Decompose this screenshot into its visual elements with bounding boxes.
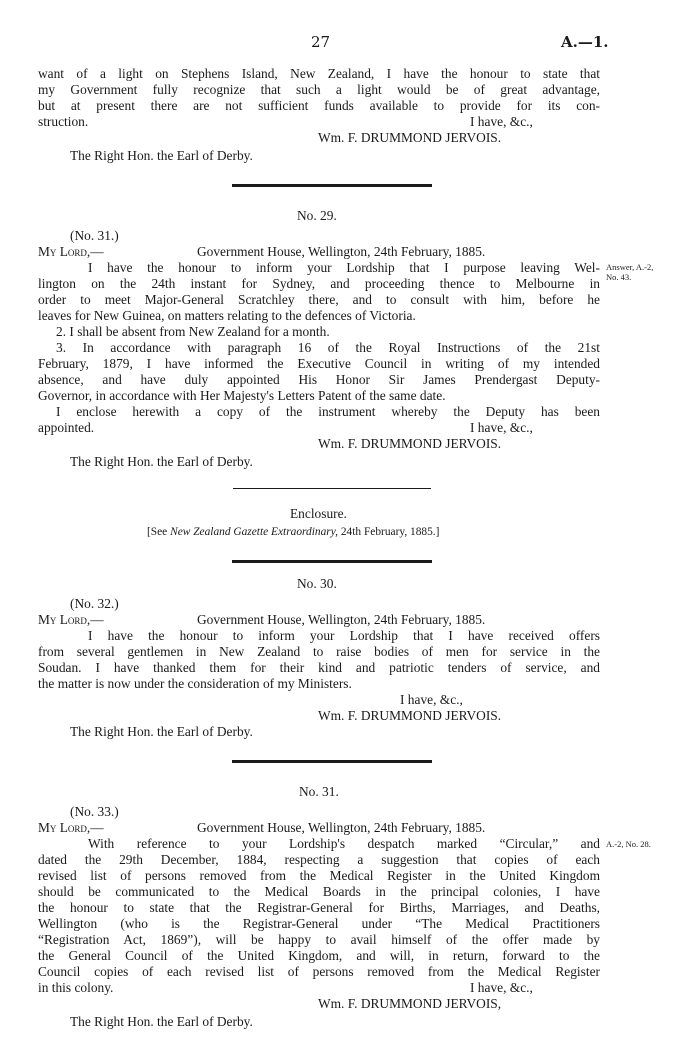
place-date: Government House, Wellington, 24th February, 1885. (197, 612, 486, 627)
addressee: The Right Hon. the Earl of Derby. (70, 1014, 253, 1029)
margin-note: No. 43. (606, 272, 632, 282)
body-line: dated the 29th December, 1884, respecting a suggestion that copies of each (38, 852, 600, 867)
addressee: The Right Hon. the Earl of Derby. (70, 454, 253, 469)
intro-line: my Government fully recognize that such a light would be of great advantage, (38, 82, 600, 97)
salutation: My Lord,— (38, 244, 104, 259)
enclosure-heading: Enclosure. (290, 506, 347, 521)
salutation: My Lord,— (38, 612, 104, 627)
letter-heading: No. 31. (299, 784, 339, 799)
signature: Wm. F. DRUMMOND JERVOIS. (318, 708, 502, 723)
body-line: Governor, in accordance with Her Majesty's Letters Patent of the same date. (38, 388, 446, 403)
body-line: Soudan. I have thanked them for their kind and patriotic tenders of service, and (38, 660, 600, 675)
closing: I have, &c., (470, 114, 533, 129)
document-reference: A.—1. (561, 33, 609, 51)
intro-line: struction. (38, 114, 89, 129)
enclosure-reference (147, 526, 439, 538)
body-line: the matter is now under the consideration of my Ministers. (38, 676, 352, 691)
section-divider (233, 488, 431, 489)
closing: I have, &c., (400, 692, 463, 707)
body-line: order to meet Major-General Scratchley there, and to consult with him, before he (38, 292, 600, 307)
enclosure-suffix: 24th February, 1885.] (338, 526, 440, 538)
body-line: I have the honour to inform your Lordship that I have received offers (88, 628, 600, 643)
body-line: 3. In accordance with paragraph 16 of the Royal Instructions of the 21st (56, 340, 600, 355)
page-number: 27 (311, 33, 331, 51)
addressee: The Right Hon. the Earl of Derby. (70, 148, 253, 163)
body-line: absence, and have duly appointed His Honor Sir James Prendergast Deputy- (38, 372, 600, 387)
body-line: “Registration Act, 1869”), will be happy to avail himself of the offer made by (38, 932, 600, 947)
signature: Wm. F. DRUMMOND JERVOIS, (318, 996, 502, 1011)
body-line: I enclose herewith a copy of the instrument whereby the Deputy has been (56, 404, 600, 419)
gazette-title: New Zealand Gazette Extraordinary, (170, 526, 338, 538)
body-line: lington on the 24th instant for Sydney, and proceeding thence to Melbourne in (38, 276, 600, 291)
body-line: should be communicated to the Medical Boards in the principal colonies, I have (38, 884, 600, 899)
letter-heading: No. 30. (297, 576, 337, 591)
body-line: the General Council of the United Kingdom, and will, in return, forward to the (38, 948, 600, 963)
body-line: revised list of persons removed from the Medical Register in the United Kingdom (38, 868, 600, 883)
section-divider (232, 184, 432, 187)
body-line: February, 1879, I have informed the Executive Council in writing of my intended (38, 356, 600, 371)
closing: I have, &c., (470, 980, 533, 995)
signature: Wm. F. DRUMMOND JERVOIS. (318, 436, 502, 451)
signature: Wm. F. DRUMMOND JERVOIS. (318, 130, 502, 145)
intro-line: want of a light on Stephens Island, New Zealand, I have the honour to state that (38, 66, 600, 81)
place-date: Government House, Wellington, 24th February, 1885. (197, 244, 486, 259)
margin-note: A.-2, No. 28. (606, 839, 651, 849)
closing: I have, &c., (470, 420, 533, 435)
despatch-number: (No. 32.) (70, 596, 119, 611)
despatch-number: (No. 31.) (70, 228, 119, 243)
body-line: I have the honour to inform your Lordship that I purpose leaving Wel- (88, 260, 600, 275)
body-line: in this colony. (38, 980, 114, 995)
despatch-number: (No. 33.) (70, 804, 119, 819)
intro-line: but at present there are not sufficient funds available to provide for its con- (38, 98, 600, 113)
salutation: My Lord,— (38, 820, 104, 835)
body-line: appointed. (38, 420, 95, 435)
body-line: With reference to your Lordship's despatch marked “Circular,” and (88, 836, 600, 851)
margin-note: Answer, A.-2, (606, 262, 654, 272)
body-line: leaves for New Guinea, on matters relating to the defences of Victoria. (38, 308, 416, 323)
letter-heading: No. 29. (297, 208, 337, 223)
body-line: the honour to state that the Registrar-General for Births, Marriages, and Deaths, (38, 900, 600, 915)
body-line: Wellington (who is the Registrar-General under “The Medical Practitioners (38, 916, 600, 931)
addressee: The Right Hon. the Earl of Derby. (70, 724, 253, 739)
section-divider (232, 760, 432, 763)
body-line: from several gentlemen in New Zealand to raise bodies of men for service in the (38, 644, 600, 659)
place-date: Government House, Wellington, 24th February, 1885. (197, 820, 486, 835)
section-divider (232, 560, 432, 563)
body-line: 2. I shall be absent from New Zealand for a month. (56, 324, 330, 339)
enclosure-prefix: [See (147, 526, 171, 538)
body-line: Council copies of each revised list of persons removed from the Medical Register (38, 964, 600, 979)
